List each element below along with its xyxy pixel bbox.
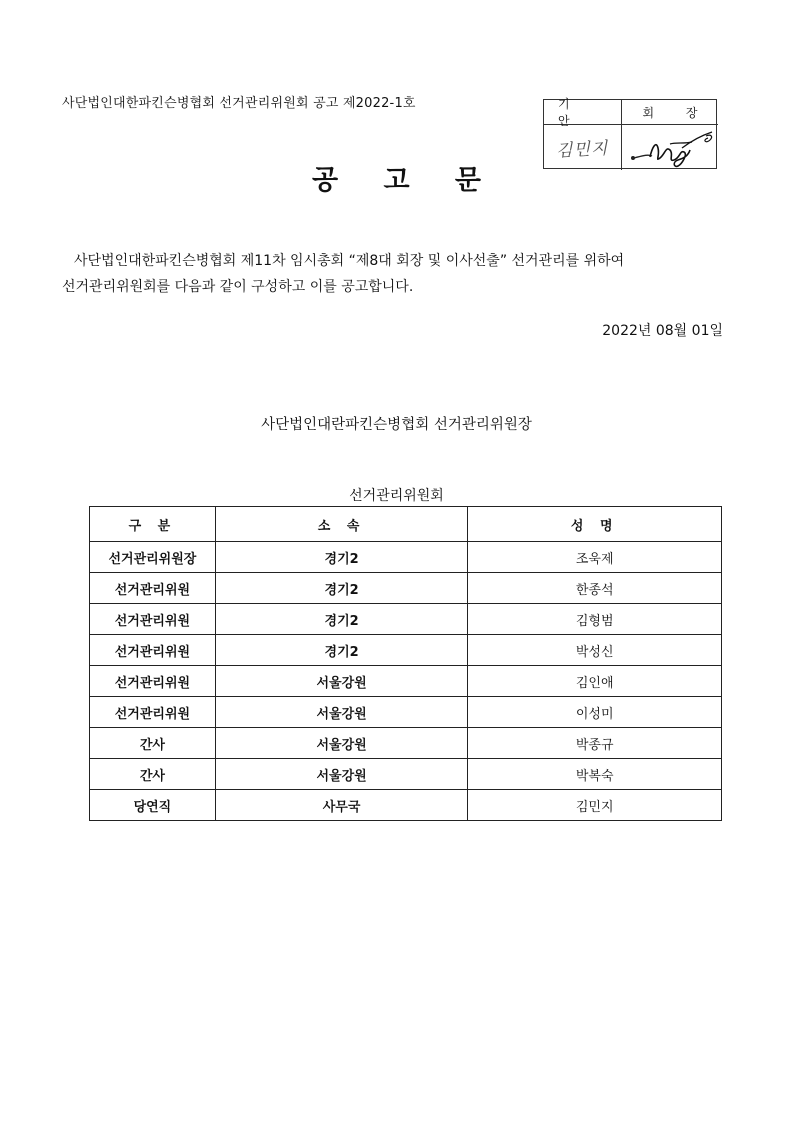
notice-body	[62, 248, 732, 300]
cell-role: 당연직	[90, 790, 216, 821]
cell-role: 간사	[90, 728, 216, 759]
cell-name: 조욱제	[468, 542, 722, 573]
cell-role: 선거관리위원	[90, 573, 216, 604]
cell-org: 서울강원	[215, 697, 468, 728]
cell-role: 선거관리위원	[90, 635, 216, 666]
notice-body-line-1: 사단법인대한파킨슨병협회 제11차 임시총회 “제8대 회장 및 이사선출” 선거관리를 위하여	[74, 253, 625, 269]
cell-org: 사무국	[215, 790, 468, 821]
cell-role: 선거관리위원	[90, 666, 216, 697]
table-row	[90, 759, 722, 790]
notice-date: 2022년 08월 01일	[602, 323, 723, 339]
table-row	[90, 666, 722, 697]
approval-drafter-label: 기 안	[544, 100, 622, 125]
notice-number: 사단법인대한파킨슨병협회 선거관리위원회 공고 제2022-1호	[62, 96, 416, 111]
cell-role: 선거관리위원장	[90, 542, 216, 573]
cell-name: 박복숙	[468, 759, 722, 790]
cell-name: 김인애	[468, 666, 722, 697]
approval-chair-label: 회 장	[622, 100, 718, 125]
header-role: 구 분	[90, 507, 216, 542]
table-row	[90, 728, 722, 759]
table-header-row	[90, 507, 722, 542]
header-name: 성 명	[468, 507, 722, 542]
cell-org: 서울강원	[215, 759, 468, 790]
cell-name: 김형범	[468, 604, 722, 635]
table-row	[90, 604, 722, 635]
cell-name: 박성신	[468, 635, 722, 666]
table-row	[90, 635, 722, 666]
cell-org: 경기2	[215, 542, 468, 573]
committee-table	[89, 506, 722, 821]
cell-role: 선거관리위원	[90, 604, 216, 635]
document-title: 공 고 문	[311, 165, 500, 196]
cell-name: 이성미	[468, 697, 722, 728]
table-row	[90, 542, 722, 573]
cell-org: 경기2	[215, 635, 468, 666]
cell-org: 경기2	[215, 604, 468, 635]
table-row	[90, 697, 722, 728]
signer: 사단법인대란파킨슨병협회 선거관리위원장	[261, 417, 532, 433]
cell-org: 서울강원	[215, 728, 468, 759]
table-caption: 선거관리위원회	[349, 488, 444, 504]
cell-name: 김민지	[468, 790, 722, 821]
cell-org: 경기2	[215, 573, 468, 604]
cell-name: 박종규	[468, 728, 722, 759]
cell-role: 선거관리위원	[90, 697, 216, 728]
header-org: 소 속	[215, 507, 468, 542]
cell-org: 서울강원	[215, 666, 468, 697]
cell-name: 한종석	[468, 573, 722, 604]
table-row	[90, 573, 722, 604]
table-row	[90, 790, 722, 821]
cell-role: 간사	[90, 759, 216, 790]
notice-body-line-2: 선거관리위원회를 다음과 같이 구성하고 이를 공고합니다.	[62, 279, 414, 295]
drafter-signature: 김민지	[556, 138, 610, 162]
